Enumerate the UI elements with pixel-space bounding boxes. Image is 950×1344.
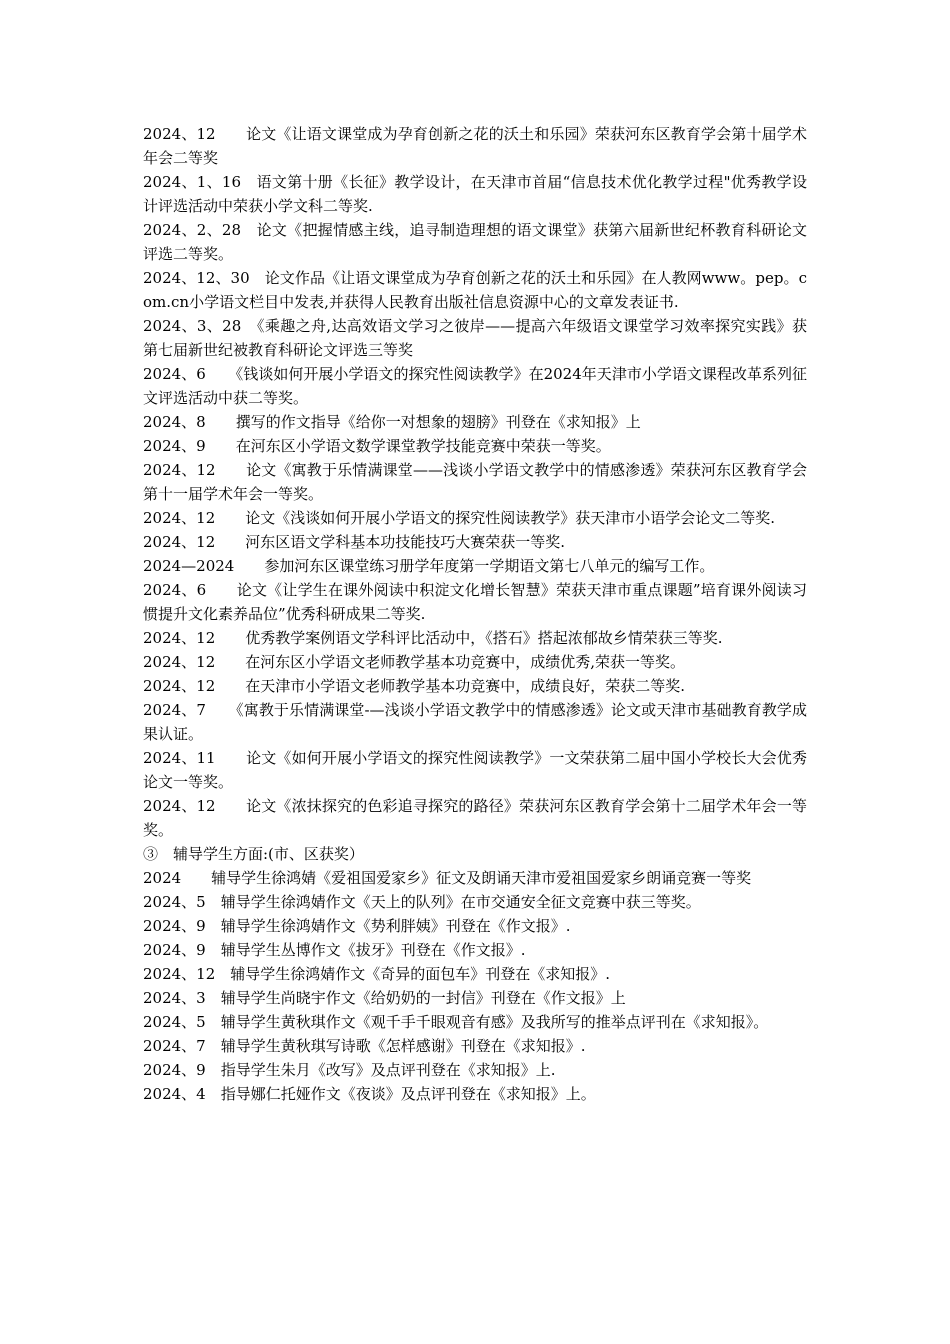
paragraph: 2024、5 辅导学生黄秋琪作文《观千手千眼观音有感》及我所写的推举点评刊在《求知报》。: [143, 1013, 769, 1031]
paragraph: 2024、2、28 论文《把握情感主线，追寻制造理想的语文课堂》获第六届新世纪杯教育科研论文评选二等奖。: [143, 221, 807, 263]
paragraph: 2024、6 《钱谈如何开展小学语文的探究性阅读教学》在2024年天津市小学语文课程改革系列征文评选活动中获二等奖。: [143, 365, 807, 407]
paragraph: 2024 辅导学生徐鸿婧《爱祖国爱家乡》征文及朗诵天津市爱祖国爱家乡朗诵竞赛一等奖: [143, 869, 752, 887]
paragraph: 2024、4 指导娜仁托娅作文《夜谈》及点评刊登在《求知报》上。: [143, 1085, 596, 1103]
paragraph: 2024、12 河东区语文学科基本功技能技巧大赛荣获一等奖.: [143, 533, 566, 551]
paragraph: 2024、9 辅导学生丛博作文《拔牙》刊登在《作文报》.: [143, 941, 526, 959]
document-body: [143, 122, 807, 1106]
paragraph: 2024、12 在天津市小学语文老师教学基本功竞赛中，成绩良好，荣获二等奖.: [143, 677, 686, 695]
paragraph: 2024、11 论文《如何开展小学语文的探究性阅读教学》一文荣获第二届中国小学校长大会优秀论文一等奖。: [143, 749, 807, 791]
paragraph: 2024、1、16 语文第十册《长征》教学设计，在天津市首届“信息技术优化教学过程"优秀教学设计评选活动中荣获小学文科二等奖.: [143, 173, 807, 215]
paragraph: 2024、7 《寓教于乐情满课堂-—浅谈小学语文教学中的情感渗透》论文或天津市基础教育教学成果认证。: [143, 701, 807, 743]
paragraph: 2024、6 论文《让学生在课外阅读中积淀文化增长智慧》荣获天津市重点课题”培育课外阅读习惯提升文化素养品位”优秀科研成果二等奖.: [143, 581, 807, 623]
paragraph: 2024、12 辅导学生徐鸿婧作文《奇异的面包车》刊登在《求知报》.: [143, 965, 611, 983]
paragraph: 2024、3 辅导学生尚晓宇作文《给奶奶的一封信》刊登在《作文报》上: [143, 989, 626, 1007]
paragraph: 2024—2024 参加河东区课堂练习册学年度第一学期语文第七八单元的编写工作。: [143, 557, 715, 575]
paragraph: 2024、12 论文《浓抹探究的色彩追寻探究的路径》荣获河东区教育学会第十二届学术年会一等奖。: [143, 797, 807, 839]
paragraph: 2024、9 指导学生朱月《改写》及点评刊登在《求知报》上.: [143, 1061, 556, 1079]
paragraph: 2024、9 辅导学生徐鸿婧作文《势利胖姨》刊登在《作文报》.: [143, 917, 571, 935]
paragraph: 2024、8 撰写的作文指导《给你一对想象的翅膀》刊登在《求知报》上: [143, 413, 641, 431]
paragraph: 2024、12 优秀教学案例语文学科评比活动中，《搭石》搭起浓郁故乡情荣获三等奖.: [143, 629, 723, 647]
paragraph: 2024、12 论文《让语文课堂成为孕育创新之花的沃土和乐园》荣获河东区教育学会第十届学术年会二等奖: [143, 125, 807, 167]
paragraph: 2024、3、28 《乘趣之舟,达高效语文学习之彼岸——提高六年级语文课堂学习效率探究实践》获第七届新世纪被教育科研论文评选三等奖: [143, 317, 807, 359]
paragraph: 2024、7 辅导学生黄秋琪写诗歌《怎样感谢》刊登在《求知报》.: [143, 1037, 586, 1055]
section-heading: ③ 辅导学生方面:(市、区获奖）: [143, 845, 364, 863]
paragraph: 2024、5 辅导学生徐鸿婧作文《天上的队列》在市交通安全征文竞赛中获三等奖。: [143, 893, 701, 911]
paragraph: 2024、12、30 论文作品《让语文课堂成为孕育创新之花的沃土和乐园》在人教网www。pep。com.cn小学语文栏目中发表,并获得人民教育出版社信息资源中心的文章发表证书.: [143, 269, 807, 311]
paragraph: 2024、9 在河东区小学语文数学课堂教学技能竞赛中荣获一等奖。: [143, 437, 611, 455]
paragraph: 2024、12 论文《浅谈如何开展小学语文的探究性阅读教学》获天津市小语学会论文二等奖.: [143, 509, 776, 527]
paragraph: 2024、12 在河东区小学语文老师教学基本功竞赛中，成绩优秀,荣获一等奖。: [143, 653, 686, 671]
paragraph: 2024、12 论文《寓教于乐情满课堂——浅谈小学语文教学中的情感渗透》荣获河东区教育学会第十一届学术年会一等奖。: [143, 461, 807, 503]
